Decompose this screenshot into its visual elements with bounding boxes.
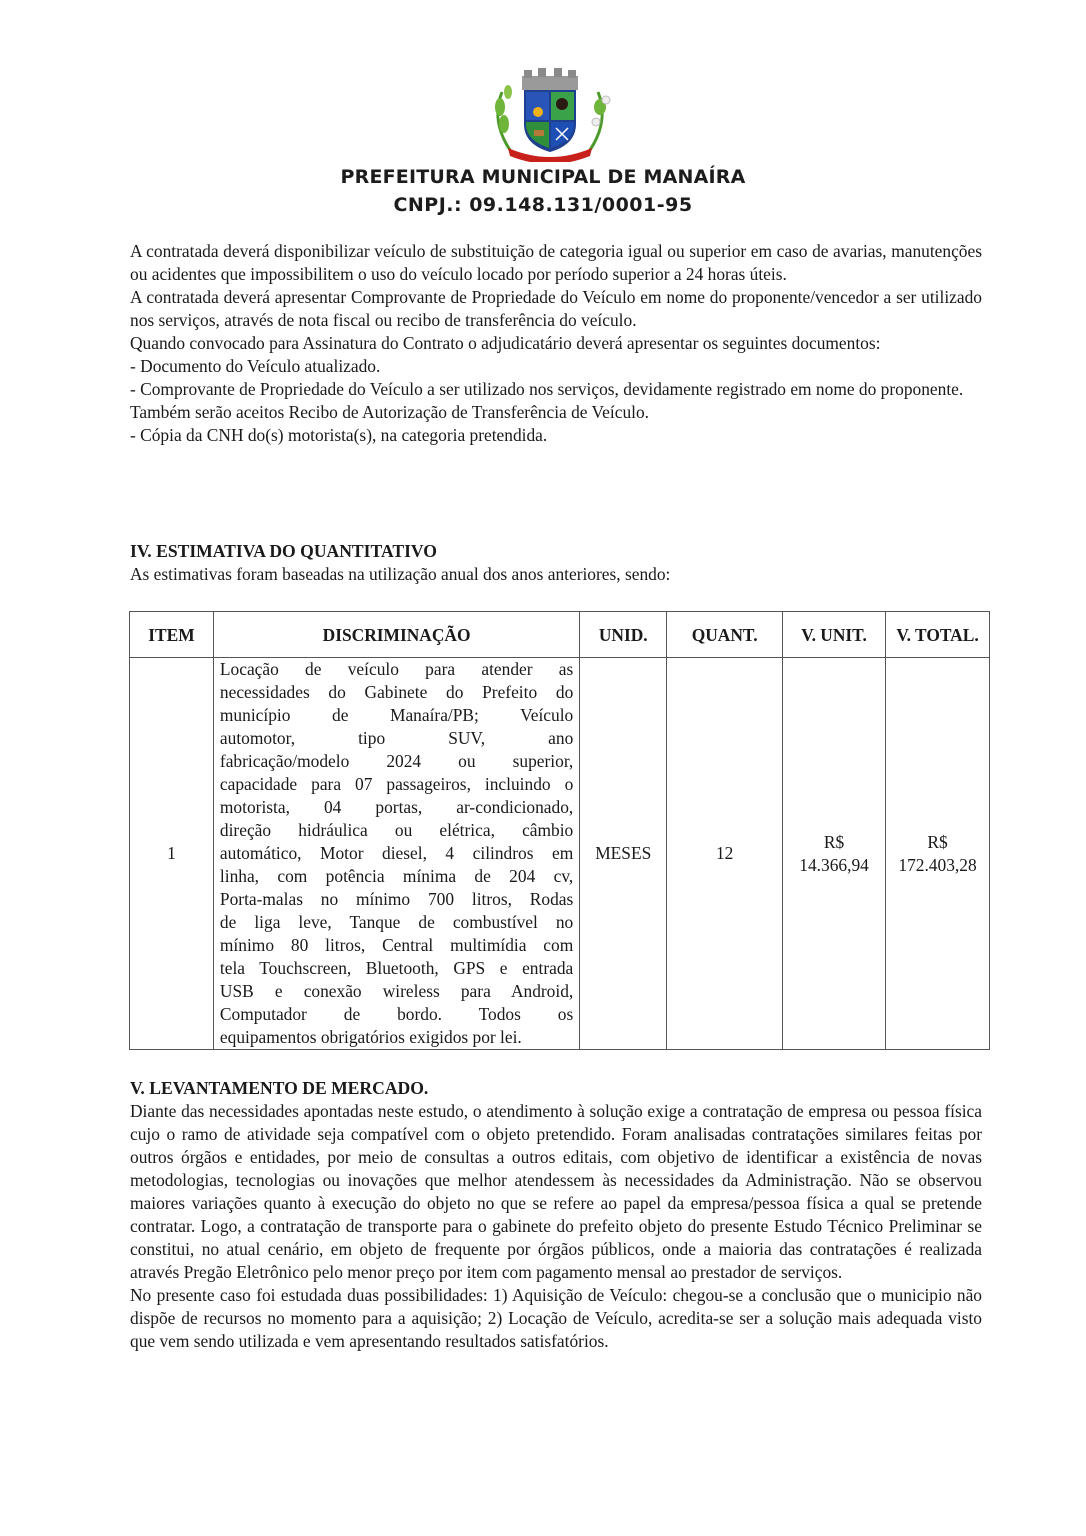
intro-section bbox=[130, 240, 982, 447]
cell-total bbox=[886, 658, 990, 1050]
description-line: motorista, 04 portas, ar-condicionado, bbox=[219, 797, 574, 817]
doc-item: - Documento do Veículo atualizado. bbox=[130, 356, 381, 376]
description-line: fabricação/modelo 2024 ou superior, bbox=[219, 751, 574, 771]
total-value: 172.403,28 bbox=[898, 854, 977, 875]
description-line: tela Touchscreen, Bluetooth, GPS e entrada bbox=[219, 958, 574, 978]
col-header-total: V. TOTAL. bbox=[886, 612, 990, 658]
unit-price-currency: R$ bbox=[823, 831, 845, 852]
cnpj-number: CNPJ.: 09.148.131/0001-95 bbox=[393, 194, 693, 216]
description-line: equipamentos obrigatórios exigidos por lei. bbox=[219, 1027, 522, 1047]
market-survey-paragraph: Diante das necessidades apontadas neste estudo, o atendimento à solução exige a contratação de empresa ou pessoa física cujo o ramo de atividade seja compatível com o objeto pretendido. Foram analisadas contratações similares feitas por outros órgãos e entidades, por meio de consultas a outros editais, com objetivo de identificar a existência de novas metodologias, tecnologias ou inovações que melhor atendessem às necessidades da Administração. Não se observou maiores variações quanto à execução do objeto no que se refere ao papel da empresa/pessoa física a qual se pretende contratar. Logo, a contratação de transporte para o gabinete do prefeito objeto do presente Estudo Técnico Preliminar se constitui, no atual cenário, em objeto de frequente por órgãos públicos, onde a maioria das contratações é realizada através Pregão Eletrônico pelo menor preço por item com pagamento mensal ao prestador de serviços. bbox=[130, 1101, 982, 1282]
table-header-row bbox=[130, 612, 990, 658]
description-line: Porta-malas no mínimo 700 litros, Rodas bbox=[219, 889, 574, 909]
cell-unit-price bbox=[783, 658, 886, 1050]
table-row bbox=[130, 658, 990, 1050]
description-line: linha, com potência mínima de 204 cv, bbox=[219, 866, 574, 886]
description-line: de liga leve, Tanque de combustível no bbox=[219, 912, 574, 932]
col-header-description: DISCRIMINAÇÃO bbox=[213, 612, 579, 658]
description-line: direção hidráulica ou elétrica, câmbio bbox=[219, 820, 574, 840]
cell-item: 1 bbox=[130, 658, 214, 1050]
total-currency: R$ bbox=[927, 831, 948, 852]
description-line: Computador de bordo. Todos os bbox=[219, 1004, 574, 1024]
description-line: automotor, tipo SUV, ano bbox=[219, 728, 574, 748]
section-iv-text: As estimativas foram baseadas na utilização anual dos anos anteriores, sendo: bbox=[130, 564, 671, 584]
description-line: necessidades do Gabinete do Prefeito do bbox=[219, 682, 574, 702]
municipality-title: PREFEITURA MUNICIPAL DE MANAÍRA bbox=[340, 166, 746, 188]
doc-item: - Cópia da CNH do(s) motorista(s), na categoria pretendida. bbox=[130, 425, 548, 445]
description-line: Locação de veículo para atender as bbox=[219, 659, 574, 679]
description-line: município de Manaíra/PB; Veículo bbox=[219, 705, 574, 725]
cell-quantity: 12 bbox=[667, 658, 783, 1050]
unit-price-value: 14.366,94 bbox=[799, 854, 869, 875]
description-line: mínimo 80 litros, Central multimídia com bbox=[219, 935, 574, 955]
section-v bbox=[130, 1077, 982, 1353]
substitution-paragraph: A contratada deverá disponibilizar veículo de substituição de categoria igual ou superior em caso de avarias, manutenções ou acidentes que impossibilitem o uso do veículo locado por período superior a 24 horas úteis. bbox=[130, 241, 982, 284]
section-iv-heading: IV. ESTIMATIVA DO QUANTITATIVO bbox=[130, 541, 437, 561]
description-line: automático, Motor diesel, 4 cilindros em bbox=[219, 843, 574, 863]
section-v-heading: V. LEVANTAMENTO DE MERCADO. bbox=[130, 1078, 429, 1098]
quantity-estimate-table bbox=[129, 611, 990, 1050]
description-line: USB e conexão wireless para Android, bbox=[219, 981, 574, 1001]
col-header-unit: UNID. bbox=[580, 612, 667, 658]
ownership-paragraph: A contratada deverá apresentar Comprovante de Propriedade do Veículo em nome do proponente/vencedor a ser utilizado nos serviços, através de nota fiscal ou recibo de transferência do veículo. bbox=[130, 287, 982, 330]
cell-unit: MESES bbox=[580, 658, 667, 1050]
doc-item: - Comprovante de Propriedade do Veículo a ser utilizado nos serviços, devidamente registrado em nome do proponente. Também serão aceitos Recibo de Autorização de Transferência de Veículo. bbox=[130, 379, 964, 422]
section-iv bbox=[130, 540, 982, 586]
contract-docs-paragraph: Quando convocado para Assinatura do Contrato o adjudicatário deverá apresentar os seguintes documentos: bbox=[130, 333, 881, 353]
description-line: capacidade para 07 passageiros, incluindo o bbox=[219, 774, 574, 794]
possibilities-paragraph: No presente caso foi estudada duas possibilidades: 1) Aquisição de Veículo: chegou-se a conclusão que o municipio não dispõe de recursos no momento para a aquisição; 2) Locação de Veículo, acredita-se ser a solução mais adequada visto que vem sendo utilizada e vem apresentando resultados satisfatórios. bbox=[130, 1285, 982, 1351]
cell-description bbox=[213, 658, 579, 1050]
col-header-item: ITEM bbox=[130, 612, 214, 658]
col-header-unit-price: V. UNIT. bbox=[783, 612, 886, 658]
coat-of-arms-logo bbox=[480, 62, 620, 162]
col-header-quantity: QUANT. bbox=[667, 612, 783, 658]
